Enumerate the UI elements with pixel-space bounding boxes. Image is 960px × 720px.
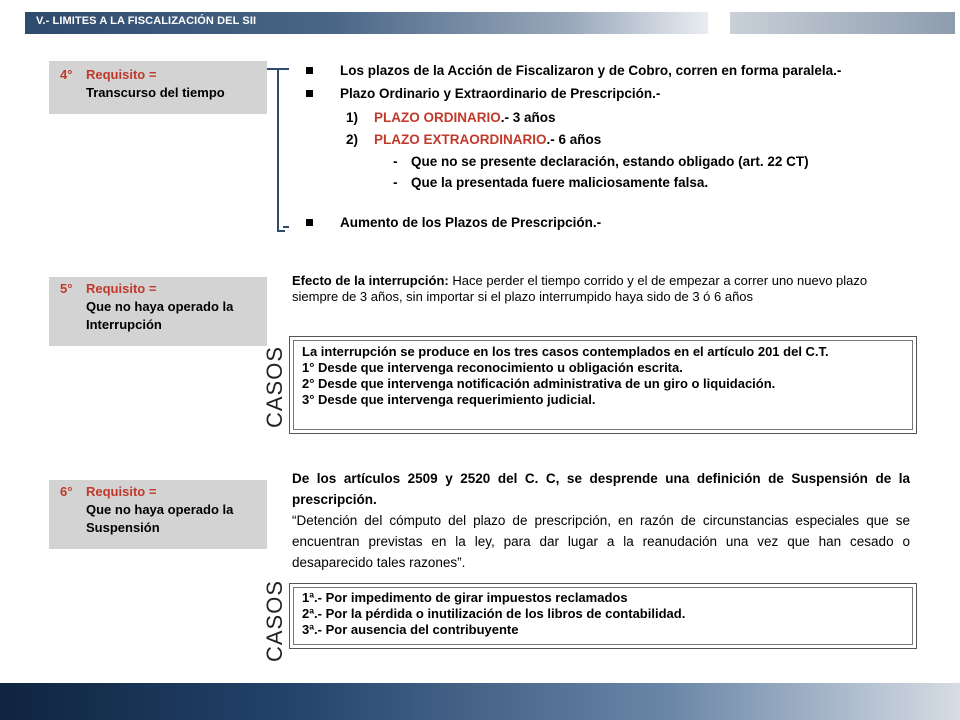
plazo-number: 1): [346, 110, 359, 125]
effect-label: Efecto de la interrupción:: [292, 273, 449, 288]
requirement-text: Suspensión: [86, 520, 160, 535]
case-line: La interrupción se produce en los tres casos contemplados en el artículo 201 del C.T.: [302, 344, 829, 359]
plazo-ordinario: [374, 110, 556, 125]
requirement-text: Que no haya operado la: [86, 502, 234, 517]
case-line: 3° Desde que intervenga requerimiento judicial.: [302, 392, 596, 407]
requirement-4-box: [49, 61, 267, 114]
plazo-extraordinario: [374, 132, 601, 147]
bullet-icon: [306, 90, 313, 97]
requirement-title: Requisito =: [86, 281, 157, 296]
footer-bar: [0, 683, 960, 720]
suspension-cases-box: [289, 583, 917, 649]
header-accent: [730, 12, 955, 34]
requirement-number: 5°: [60, 281, 73, 296]
suspension-definition: “Detención del cómputo del plazo de prescripción, en razón de circunstancias especiales que se encuentran previstas en la ley, para dar lugar a la reanudación una vez que han cesado o desaparecido tales razones”.: [292, 513, 910, 570]
sub-item: Que no se presente declaración, estando obligado (art. 22 CT): [411, 154, 809, 169]
plazo-label: PLAZO ORDINARIO: [374, 110, 501, 125]
interruption-effect: [292, 273, 912, 305]
suspension-intro: De los artículos 2509 y 2520 del C. C, se desprende una definición de Suspensión de la prescripción.: [292, 471, 910, 507]
effect-text: Hace perder el tiempo corrido y el de empezar a correr uno nuevo plazo siempre de 3 años, sin importar si el plazo interrumpido haya sido de 3 ó 6 años: [292, 273, 868, 304]
list-item: Los plazos de la Acción de Fiscalizaron y de Cobro, corren en forma paralela.-: [340, 63, 842, 78]
interruption-cases-box: [289, 336, 917, 434]
case-line: 1ª.- Por impedimento de girar impuestos reclamados: [302, 590, 628, 605]
connector-line: [267, 68, 277, 70]
case-line: 2ª.- Por la pérdida o inutilización de los libros de contabilidad.: [302, 606, 686, 621]
plazo-value: .- 3 años: [500, 110, 556, 125]
requirement-text: Interrupción: [86, 317, 162, 332]
bullet-icon: [306, 67, 313, 74]
dash: -: [393, 154, 398, 169]
case-line: 3ª.- Por ausencia del contribuyente: [302, 622, 519, 637]
bracket: [277, 68, 285, 232]
list-item: Plazo Ordinario y Extraordinario de Prescripción.-: [340, 86, 661, 101]
requirement-5-box: [49, 277, 267, 346]
case-line: 1° Desde que intervenga reconocimiento u obligación escrita.: [302, 360, 683, 375]
arrow-line: [283, 68, 289, 70]
requirement-number: 4°: [60, 67, 73, 82]
requirement-6-box: [49, 480, 267, 549]
bullet-icon: [306, 219, 313, 226]
sub-item: Que la presentada fuere maliciosamente falsa.: [411, 175, 709, 190]
page-title: V.- LIMITES A LA FISCALIZACIÓN DEL SII: [36, 15, 257, 27]
plazo-number: 2): [346, 132, 359, 147]
case-line: 2° Desde que intervenga notificación administrativa de un giro o liquidación.: [302, 376, 776, 391]
plazo-label: PLAZO EXTRAORDINARIO: [374, 132, 547, 147]
list-item: Aumento de los Plazos de Prescripción.-: [340, 215, 602, 230]
requirement-title: Requisito =: [86, 484, 157, 499]
dash: -: [393, 175, 398, 190]
casos-label: CASOS: [262, 345, 287, 428]
casos-label: CASOS: [262, 579, 287, 662]
requirement-title: Requisito =: [86, 67, 157, 82]
arrow-line: [283, 226, 289, 228]
requirement-number: 6°: [60, 484, 73, 499]
plazo-value: .- 6 años: [546, 132, 602, 147]
requirement-text: Que no haya operado la: [86, 299, 234, 314]
requirement-text: Transcurso del tiempo: [86, 85, 225, 100]
